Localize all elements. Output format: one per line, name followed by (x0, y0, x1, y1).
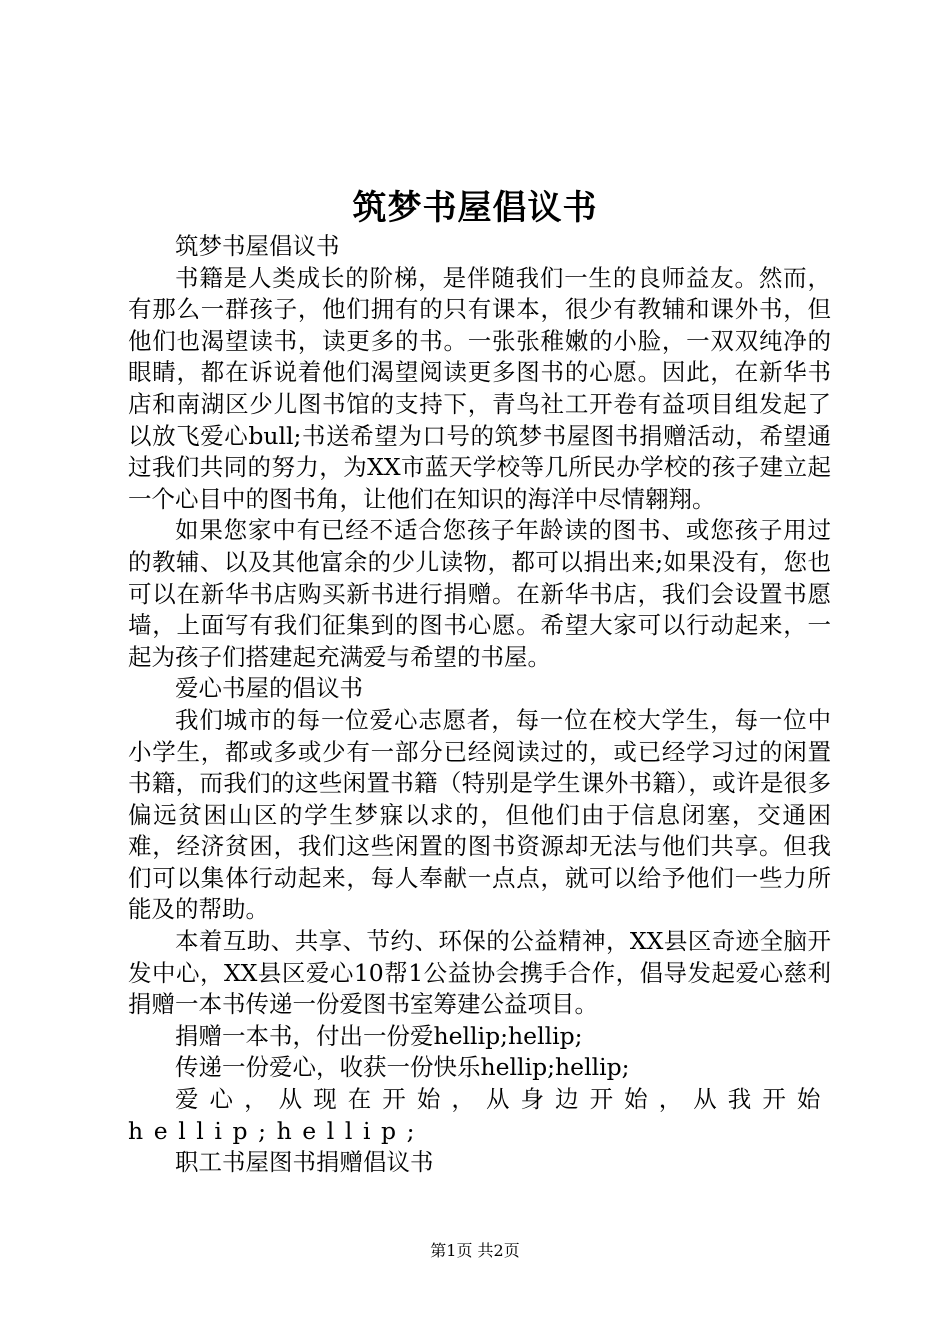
document-title: 筑梦书屋倡议书 (352, 188, 598, 228)
section-heading: 筑梦书屋倡议书 (175, 232, 340, 260)
body-paragraph: 我们城市的每一位爱心志愿者，每一位在校大学生，每一位中小学生，都或多或少有一部分已经阅读过的，或已经学习过的闲置书籍，而我们的这些闲置书籍（特别是学生课外书籍），或许是很多偏远贫困山区的学生梦寐以求的，但他们由于信息闭塞，交通困难，经济贫困，我们这些闲置的图书资源却无法与他们共享。但我们可以集体行动起来，每人奉献一点点，就可以给予他们一些力所能及的帮助。 (128, 705, 831, 924)
document-body (128, 231, 831, 1179)
page-footer: 第1页 共2页 (430, 1241, 520, 1260)
body-paragraph: 如果您家中有已经不适合您孩子年龄读的图书、或您孩子用过的教辅、以及其他富余的少儿读物，都可以捐出来;如果没有，您也可以在新华书店购买新书进行捐赠。在新华书店，我们会设置书愿墙，上面写有我们征集到的图书心愿。希望大家可以行动起来，一起为孩子们搭建起充满爱与希望的书屋。 (128, 516, 831, 671)
slogan-line: 爱心，从现在开始，从身边开始，从我开始hellip;hellip; (128, 1085, 831, 1145)
slogan-line: 捐赠一本书，付出一份爱hellip;hellip; (175, 1021, 583, 1050)
body-paragraph: 本着互助、共享、节约、环保的公益精神，XX县区奇迹全脑开发中心，XX县区爱心10帮1公益协会携手合作，倡导发起爱心慈利捐赠一本书传递一份爱图书室筹建公益项目。 (128, 927, 831, 1019)
section-heading: 职工书屋图书捐赠倡议书 (175, 1148, 434, 1177)
body-paragraph: 书籍是人类成长的阶梯，是伴随我们一生的良师益友。然而，有那么一群孩子，他们拥有的只有课本，很少有教辅和课外书，但他们也渴望读书，读更多的书。一张张稚嫩的小脸，一双双纯净的眼睛，都在诉说着他们渴望阅读更多图书的心愿。因此，在新华书店和南湖区少儿图书馆的支持下，青鸟社工开卷有益项目组发起了以放飞爱心bull;书送希望为口号的筑梦书屋图书捐赠活动，希望通过我们共同的努力，为XX市蓝天学校等几所民办学校的孩子建立起一个心目中的图书角，让他们在知识的海洋中尽情翱翔。 (128, 263, 831, 513)
slogan-line: 传递一份爱心，收获一份快乐hellip;hellip; (175, 1053, 630, 1082)
section-heading: 爱心书屋的倡议书 (175, 674, 363, 703)
